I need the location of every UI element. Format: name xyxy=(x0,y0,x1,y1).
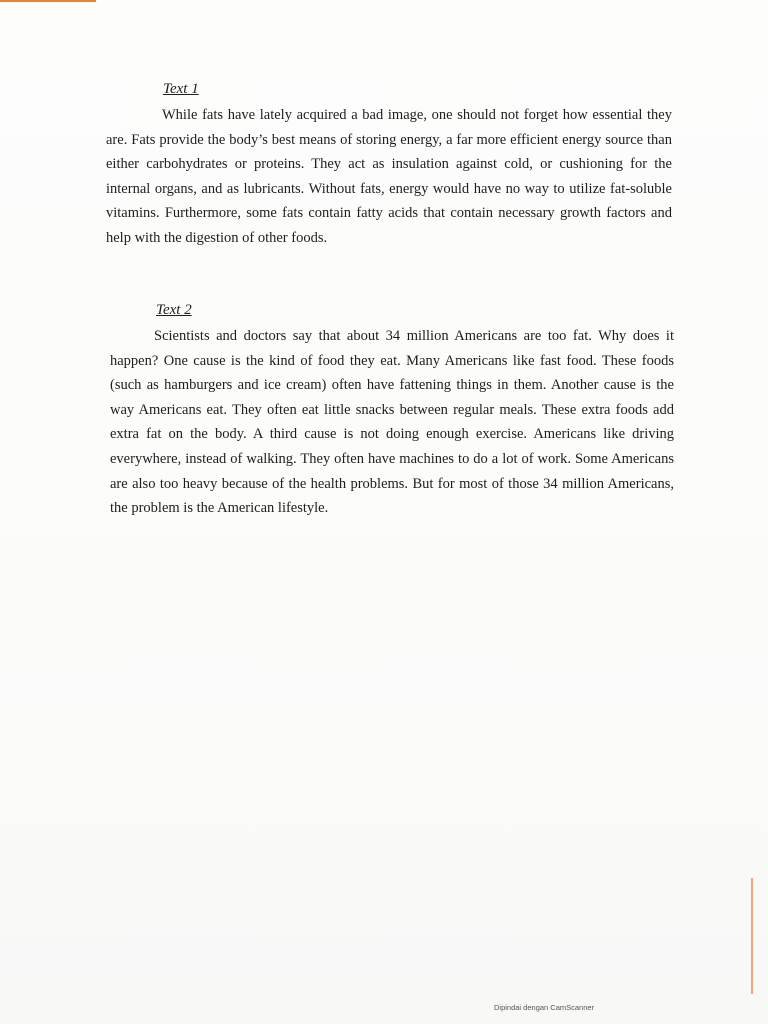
text-1-heading: Text 1 xyxy=(163,81,199,97)
text-2-heading: Text 2 xyxy=(156,302,192,318)
scan-edge-top xyxy=(0,0,96,2)
text-1-section xyxy=(106,79,672,251)
text-2-paragraph: Scientists and doctors say that about 34 million Americans are too fat. Why does it happen? One cause is the kind of food they eat. Many Americans like fast food. These foods (such as hamburgers and ice cream) often have fattening things in them. Another cause is the way Americans eat. They often eat little snacks between regular meals. These extra foods add extra fat on the body. A third cause is not doing enough exercise. Americans like driving everywhere, instead of walking. They often have machines to do a lot of work. Some Americans are also too heavy because of the health problems. But for most of those 34 million Americans, the problem is the American lifestyle. xyxy=(110,328,674,517)
text-2-section xyxy=(110,300,674,521)
scanner-footer-text: Dipindai dengan CamScanner xyxy=(494,1003,595,1012)
text-1-paragraph: While fats have lately acquired a bad image, one should not forget how essential they are. Fats provide the body’s best means of storing energy, a far more efficient energy source than either carbohydrates or proteins. They act as insulation against cold, or cushioning for the internal organs, and as lubricants. Without fats, energy would have no way to utilize fat-soluble vitamins. Furthermore, some fats contain fatty acids that contain necessary growth factors and help with the digestion of other foods. xyxy=(106,107,672,246)
scan-edge-right xyxy=(751,878,753,994)
